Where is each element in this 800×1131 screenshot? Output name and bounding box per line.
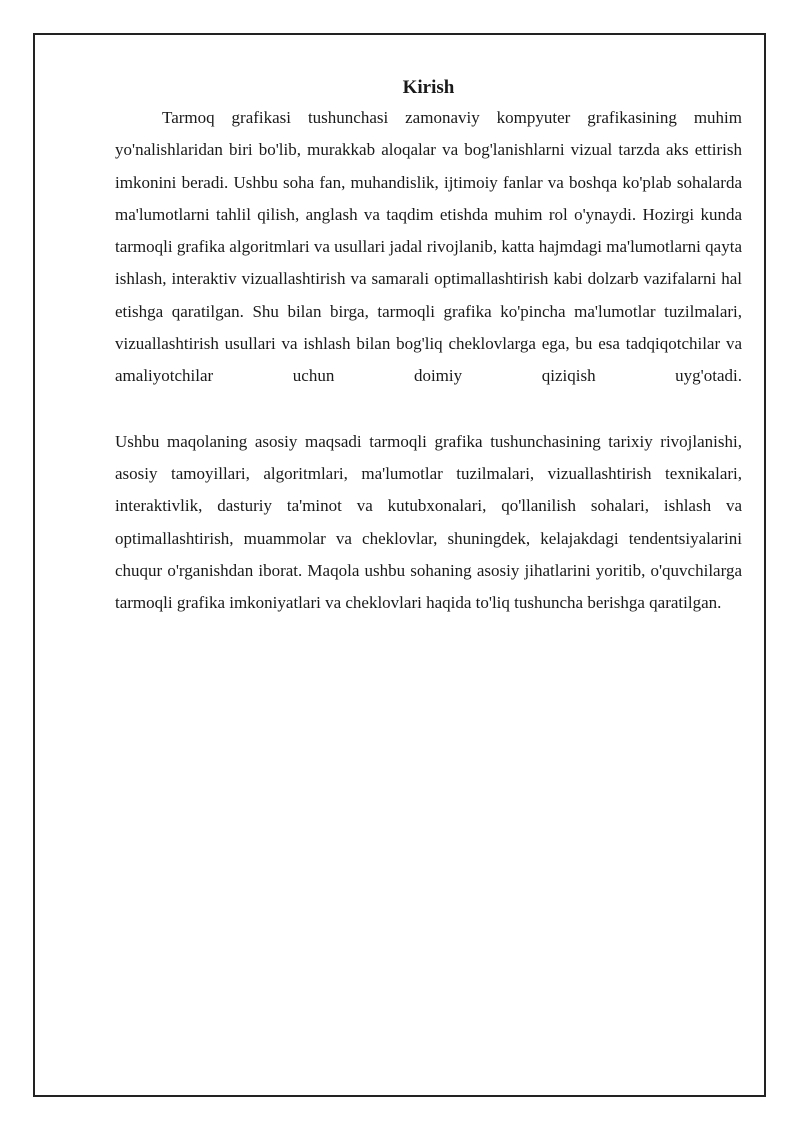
section-title: Kirish <box>402 77 455 98</box>
purpose-paragraph: Ushbu maqolaning asosiy maqsadi tarmoqli grafika tushunchasining tarixiy rivojlanishi, asosiy tamoyillari, algoritmlari, ma'lumotlar tuzilmalari, vizuallashtirish texnikalari, interaktivlik, dasturiy ta'minot va kutubxonalari, qo'llanilish sohalari, ishlash va optimallashtirish, muammolar va cheklovlar, shuningdek, kelajakdagi tendentsiyalarini chuqur o'rganishdan iborat. Maqola ushbu sohaning asosiy jihatlarini yoritib, o'quvchilarga tarmoqli grafika imkoniyatlari va cheklovlari haqida to'liq tushuncha berishga qaratilgan. <box>115 431 742 613</box>
document-body <box>115 74 742 619</box>
intro-paragraph: Tarmoq grafikasi tushunchasi zamonaviy kompyuter grafikasining muhim yo'nalishlaridan biri bo'lib, murakkab aloqalar va bog'lanishlarni vizual tarzda aks ettirish imkonini beradi. Ushbu soha fan, muhandislik, ijtimoiy fanlar va boshqa ko'plab sohalarda ma'lumotlarni tahlil qilish, anglash va taqdim etishda muhim rol o'ynaydi. Hozirgi kunda tarmoqli grafika algoritmlari va usullari jadal rivojlanib, katta hajmdagi ma'lumotlarni qayta ishlash, interaktiv vizuallashtirish va samarali optimallashtirish kabi dolzarb vazifalarni hal etishga qaratilgan. Shu bilan birga, tarmoqli grafika ko'pincha ma'lumotlar tuzilmalari, vizuallashtirish usullari va ishlash bilan bog'liq cheklovlarga ega, bu esa tadqiqotchilar va amaliyotchilar uchun doimiy qiziqish uyg'otadi. <box>115 108 742 386</box>
paragraph-spacer <box>115 393 742 426</box>
